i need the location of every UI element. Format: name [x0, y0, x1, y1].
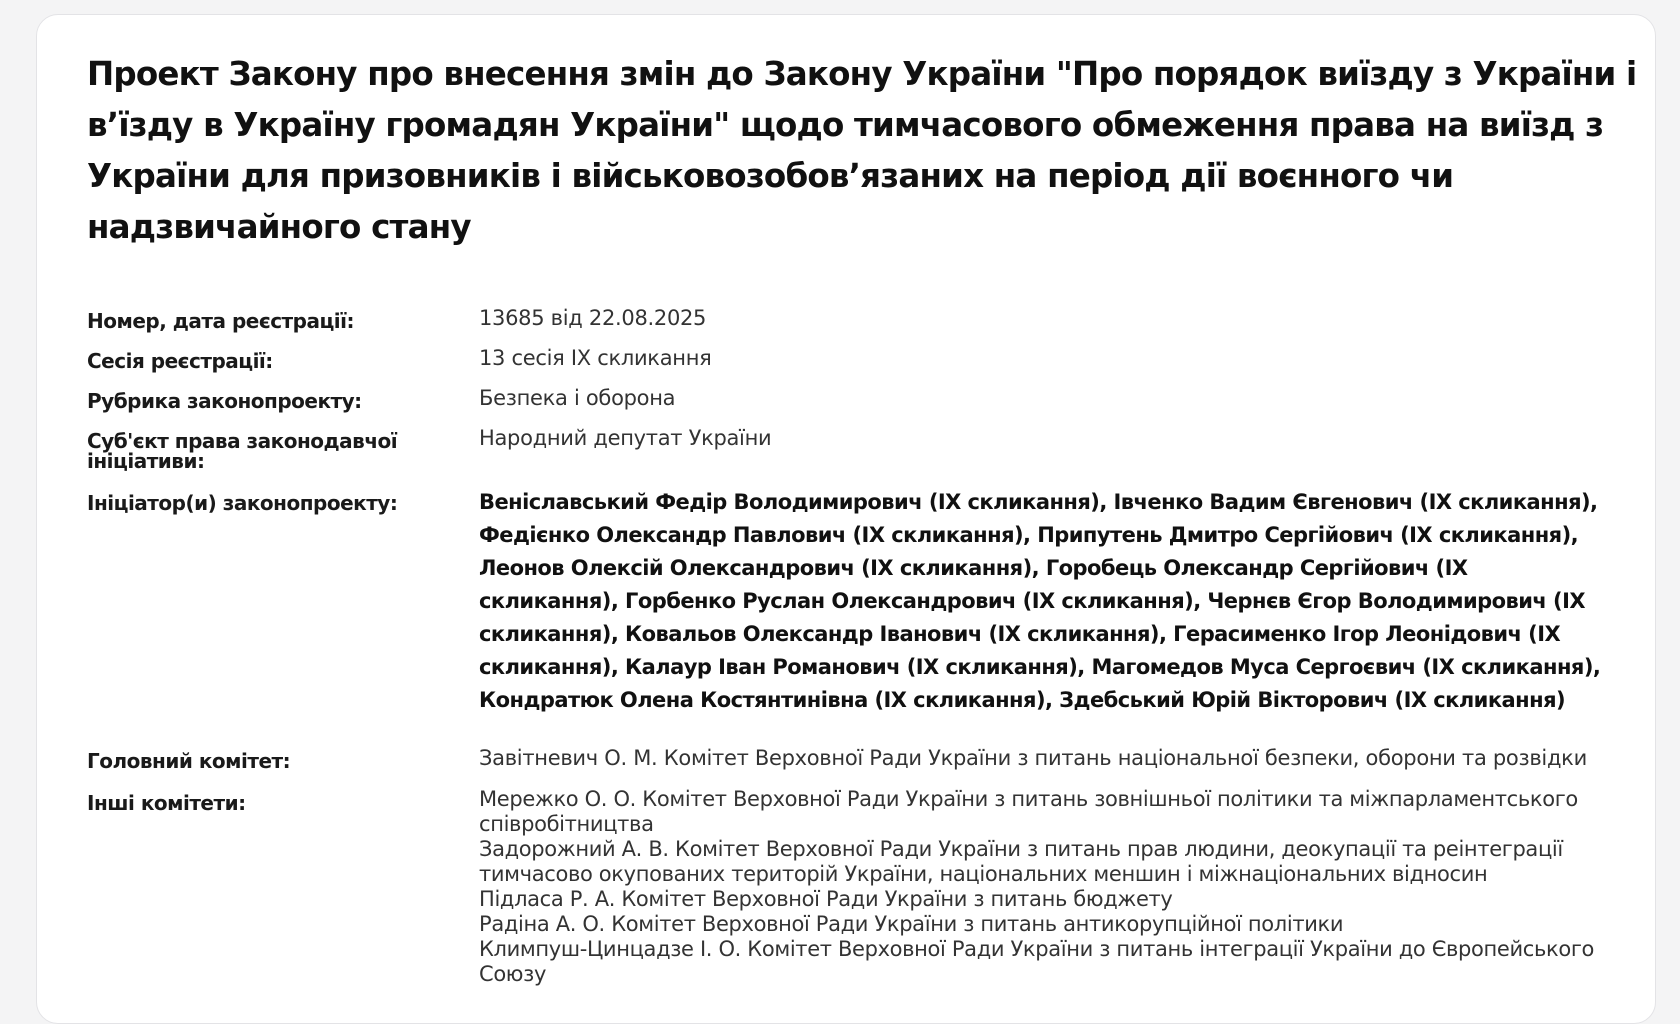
initiators-list[interactable]: Веніславський Федір Володимирович (IX скликання), Івченко Вадим Євгенович (IX скликання), Федієнко Олександр Павлович (IX скликання), Припутень Дмитро Сергійович (IX скликання), Леонов Олексій Олександрович (IX скликання), Горобець Олександр Сергійович (IX скликання), Горбенко Руслан Олександрович (IX скликання), Чернєв Єгор Володимирович (IX скликання), Ковальов Олександр Іванович (IX скликання), Герасименко Ігор Леонідович (IX скликання), Калаур Іван Романович (IX скликання), Магомедов Муса Сергоєвич (IX скликання), Кондратюк Олена Костянтинівна (IX скликання), Здебський Юрій Вікторович (IX скликання) [479, 490, 1601, 712]
field-subject [87, 425, 1605, 486]
field-label: Сесія реєстрації: [87, 349, 273, 373]
field-label: Суб'єкт права законодавчої ініціативи: [87, 429, 398, 473]
field-label: Головний комітет: [87, 749, 291, 773]
field-value: Безпека і оборона [479, 386, 676, 410]
field-other-committees [87, 787, 1605, 987]
committee-item: Радіна А. О. Комітет Верховної Ради України з питань антикорупційної політики [479, 912, 1344, 936]
bill-card [36, 14, 1656, 1024]
field-initiators [87, 486, 1605, 745]
bill-title: Проект Закону про внесення змін до Закону України "Про порядок виїзду з України і в’їзду в Україну громадян України" щодо тимчасового обмеження права на виїзд з України для призовників і військовозобов’язаних на період дії воєнного чи надзвичайного стану [87, 55, 1637, 246]
field-value: 13 сесія IX скликання [479, 346, 712, 370]
field-label: Рубрика законопроекту: [87, 389, 362, 413]
field-value: Завітневич О. М. Комітет Верховної Ради України з питань національної безпеки, оборони та розвідки [479, 746, 1587, 770]
committee-item: Підласа Р. А. Комітет Верховної Ради України з питань бюджету [479, 887, 1173, 911]
field-rubric [87, 385, 1605, 425]
field-session [87, 345, 1605, 385]
committee-item: Задорожний А. В. Комітет Верховної Ради України з питань прав людини, деокупації та реінтеграції тимчасово окупованих територій України, національних меншин і міжнаціональних відносин [479, 837, 1563, 886]
committees-list [479, 787, 1605, 987]
field-value: Народний депутат України [479, 426, 772, 450]
field-label: Інші комітети: [87, 791, 246, 815]
committee-item: Мережко О. О. Комітет Верховної Ради України з питань зовнішньої політики та міжпарламентського співробітництва [479, 787, 1578, 836]
field-registration [87, 305, 1605, 345]
committee-item: Климпуш-Цинцадзе І. О. Комітет Верховної Ради України з питань інтеграції України до Європейського Союзу [479, 937, 1595, 986]
field-label: Номер, дата реєстрації: [87, 309, 354, 333]
bill-details [87, 305, 1605, 987]
field-value: 13685 від 22.08.2025 [479, 306, 707, 330]
field-main-committee [87, 745, 1605, 787]
field-label: Ініціатор(и) законопроекту: [87, 491, 398, 515]
